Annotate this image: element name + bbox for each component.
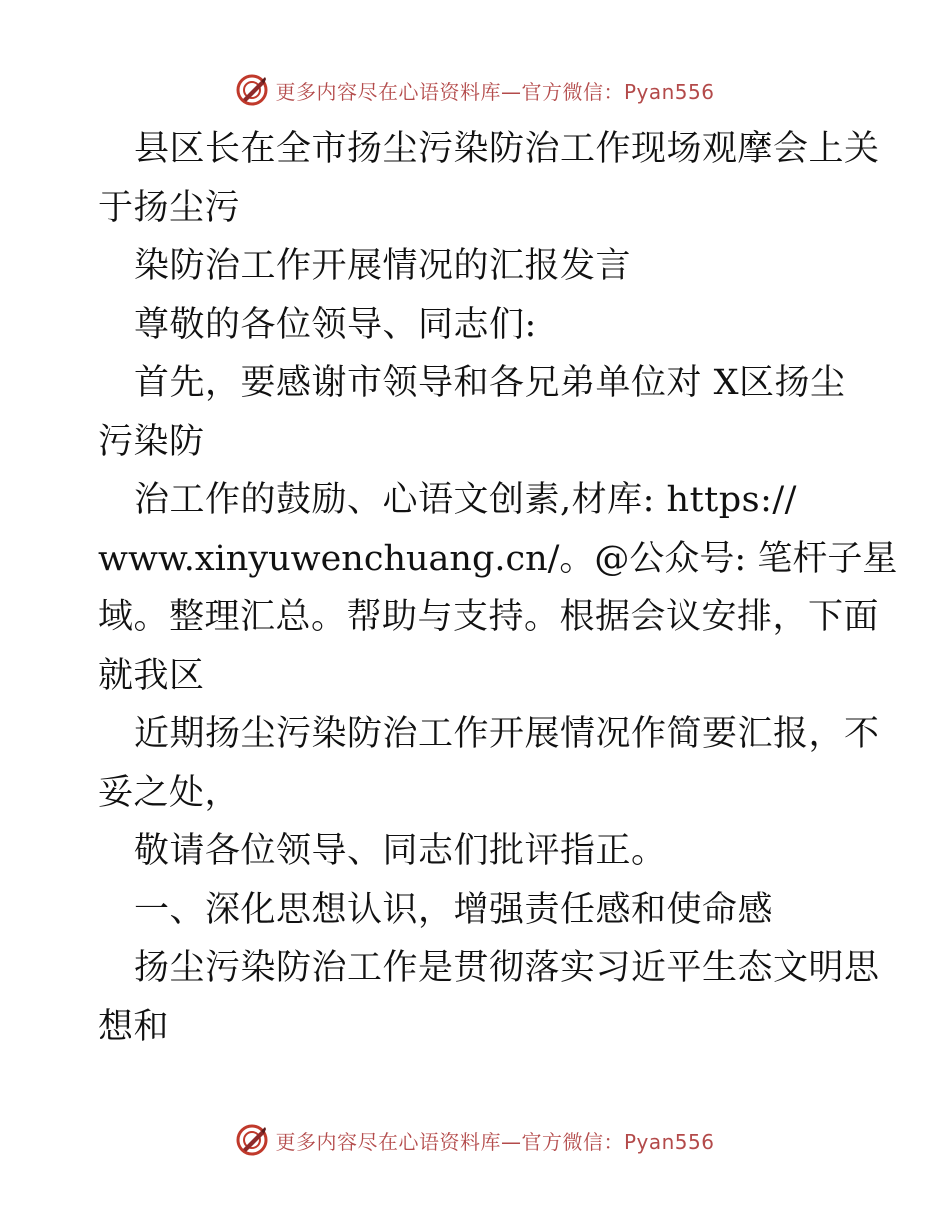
text-line: 污染防 bbox=[98, 421, 205, 462]
text-line: 妥之处， bbox=[98, 772, 241, 813]
text-line: 就我区 bbox=[98, 655, 205, 696]
footer-watermark bbox=[0, 1120, 950, 1160]
text-line: 治工作的鼓励、心语文创素,材库: https:// bbox=[134, 480, 797, 520]
text-line: 想和 bbox=[98, 1006, 170, 1047]
text-line: 于扬尘污 bbox=[98, 187, 241, 228]
text-line: 扬尘污染防治工作是贯彻落实习近平生态文明思 bbox=[134, 948, 880, 988]
text-line: 尊敬的各位领导、同志们: bbox=[134, 304, 537, 345]
pen-logo-icon bbox=[235, 73, 269, 107]
watermark-text: 更多内容尽在心语资料库—官方微信：Pyan556 bbox=[275, 1129, 715, 1154]
text-line: 染防治工作开展情况的汇报发言 bbox=[134, 246, 632, 286]
text-line: 域。整理汇总。帮助与支持。根据会议安排，下面 bbox=[98, 597, 880, 637]
document-body bbox=[98, 120, 898, 1056]
header-watermark bbox=[0, 70, 950, 110]
pen-logo-icon bbox=[235, 1123, 269, 1157]
watermark-text: 更多内容尽在心语资料库—官方微信：Pyan556 bbox=[275, 79, 715, 104]
text-line: www.xinyuwenchuang.cn/。@公众号: 笔杆子星 bbox=[98, 538, 898, 579]
text-line: 首先，要感谢市领导和各兄弟单位对 X区扬尘 bbox=[134, 363, 846, 403]
text-line: 近期扬尘污染防治工作开展情况作简要汇报，不 bbox=[134, 714, 880, 754]
text-line: 县区长在全市扬尘污染防治工作现场观摩会上关 bbox=[134, 129, 880, 169]
text-line: 敬请各位领导、同志们批评指正。 bbox=[134, 831, 667, 871]
section-heading: 一、深化思想认识，增强责任感和使命感 bbox=[134, 889, 774, 930]
